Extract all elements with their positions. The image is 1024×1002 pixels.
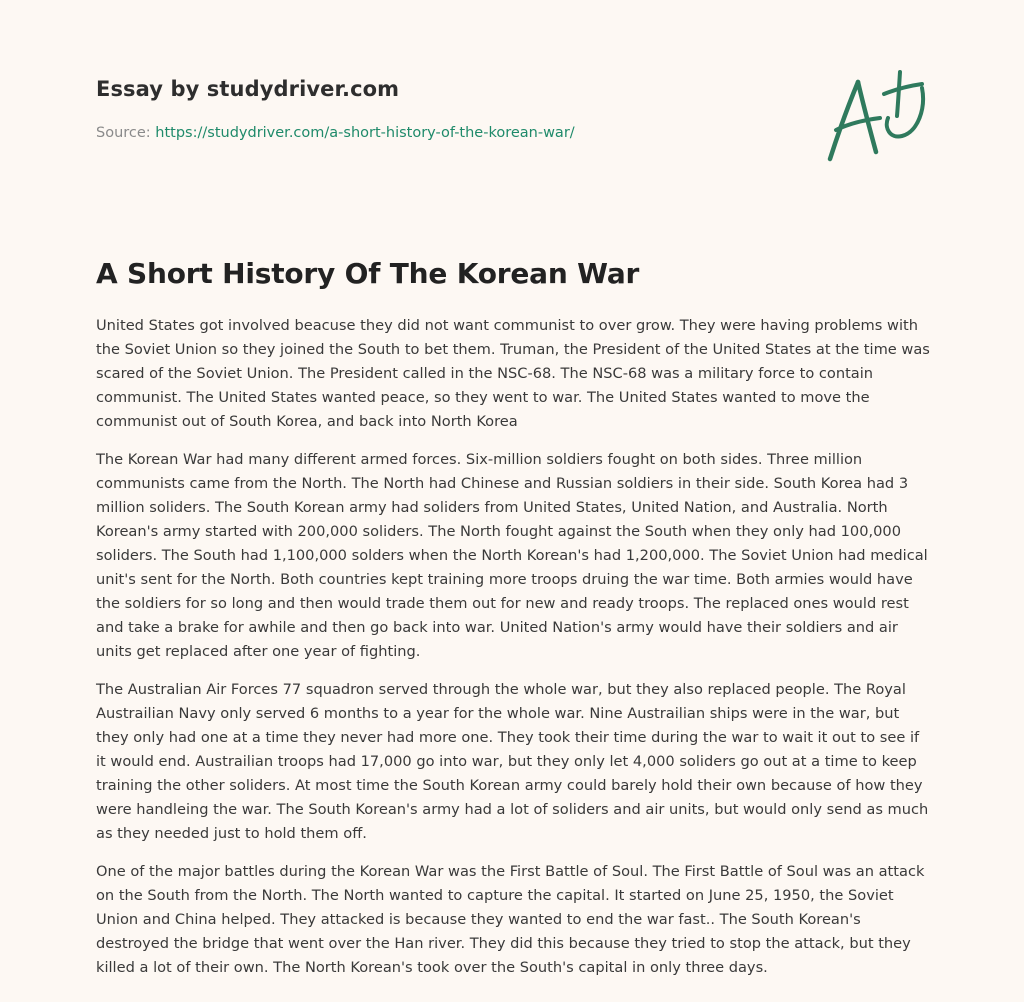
essay-paragraph: The Korean War had many different armed forces. Six-million soldiers fought on both sides. Three million communists came from the North. The North had Chinese and Russian soldiers in their side. South Korea had 3 million soliders. The South Korean army had soliders from United States, United Nation, and Australia. North Korean's army started with 200,000 soliders. The North fought against the South when they only had 100,000 soliders. The South had 1,100,000 solders when the North Korean's had 1,200,000. The Soviet Union had medical unit's sent for the North. Both countries kept training more troops druing the war time. Both armies would have the soldiers for so long and then would trade them out for new and ready troops. The replaced ones would rest and take a brake for awhile and then go back into war. United Nation's army would have their soldiers and air units get replaced after one year of fighting. [96,451,928,660]
logo-a-stroke-left [830,82,858,159]
source-label: Source: [96,125,151,141]
logo-hook [887,88,923,137]
brand-title: Essay by studydriver.com [96,77,400,101]
essay-paragraph: The Australian Air Forces 77 squadron served through the whole war, but they also replaced people. The Royal Austrailian Navy only served 6 months to a year for the whole war. Nine Austrailian ships were in the war, but they only had one at a time they never had more one. They took their time during the war to wait it out to see if it would end. Austrailian troops had 17,000 go into war, but they only let 4,000 soliders go out at a time to keep training the other soliders. At most time the South Korean army could barely hold their own because of how they were handleing the war. The South Korean's army had a lot of soliders and air units, but would only send as much as they needed just to hold them off. [96,681,929,842]
essay-body [96,314,932,994]
essay-title: A Short History Of The Korean War [96,257,640,290]
essay-paragraph: United States got involved beacuse they did not want communist to over grow. They were having problems with the Soviet Union so they joined the South to bet them. Truman, the President of the United States at the time was scared of the Soviet Union. The President called in the NSC-68. The NSC-68 was a military force to contain communist. The United States wanted peace, so they went to war. The United States wanted to move the communist out of South Korea, and back into North Korea [96,317,930,430]
source-link[interactable]: https://studydriver.com/a-short-history-of-the-korean-war/ [155,125,575,141]
logo-plus-vertical [897,72,900,116]
site-header [96,74,399,104]
a-plus-logo-icon [820,66,930,166]
source-line [96,123,575,143]
logo-plus-horizontal [884,84,922,94]
essay-paragraph: One of the major battles during the Korean War was the First Battle of Soul. The First Battle of Soul was an attack on the South from the North. The North wanted to capture the capital. It started on June 25, 1950, the Soviet Union and China helped. They attacked is because they wanted to end the war fast.. The South Korean's destroyed the bridge that went over the Han river. They did this because they tried to stop the attack, but they killed a lot of their own. The North Korean's took over the South's capital in only three days. [96,863,925,976]
